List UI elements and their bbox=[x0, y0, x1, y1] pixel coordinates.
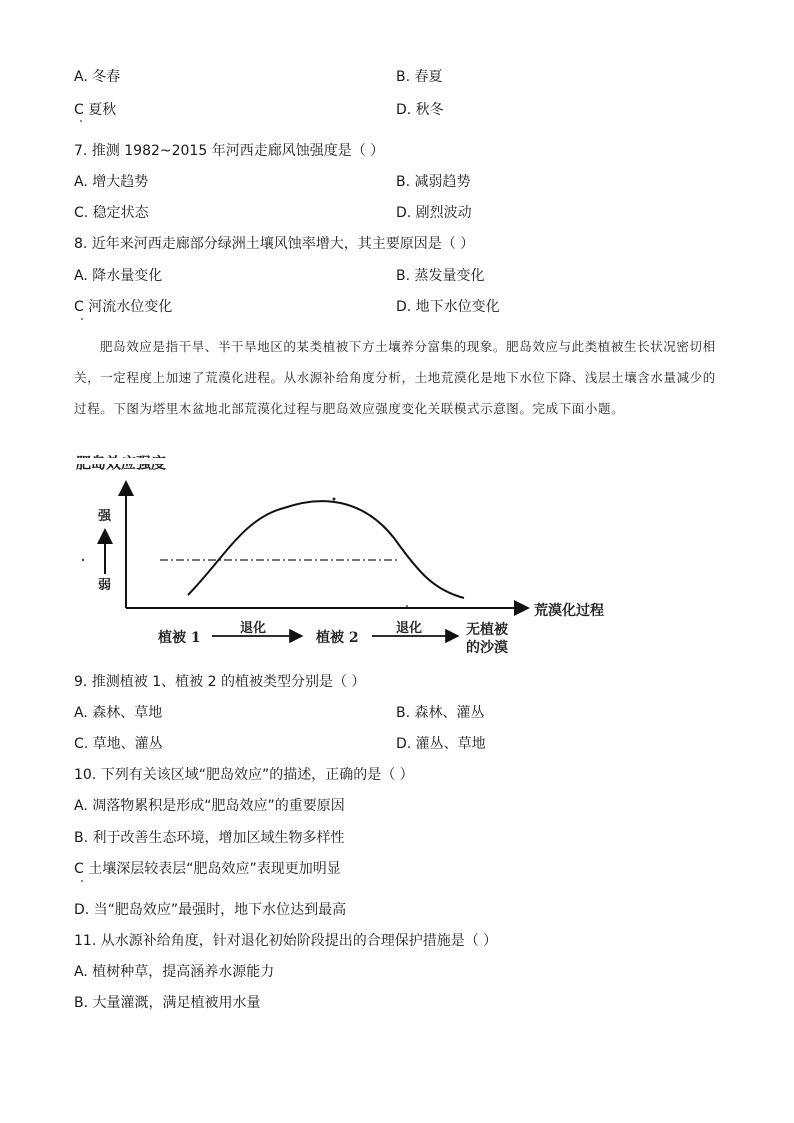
reading-passage: 肥岛效应是指干旱、半干旱地区的某类植被下方土壤养分富集的现象。肥岛效应与此类植被生长状况密切相关，一定程度上加速了荒漠化进程。从水源补给角度分析，土地荒漠化是地下水位下降、浅层土壤含水量减少的过程。下图为塔里木盆地北部荒漠化过程与肥岛效应强度变化关联模式示意图。完成下面小题。 bbox=[74, 339, 716, 416]
q9-option-a: A. 森林、草地 bbox=[74, 705, 163, 721]
weak-label: 弱 bbox=[98, 578, 112, 593]
q9-option-d: D. 灌丛、草地 bbox=[396, 736, 486, 752]
q6-option-a: A. 冬春 bbox=[74, 69, 121, 85]
x-axis-title: 荒漠化过程 bbox=[534, 603, 604, 619]
scan-dot bbox=[82, 559, 84, 561]
scan-dot bbox=[333, 498, 336, 501]
q7-option-b: B. 减弱趋势 bbox=[396, 174, 471, 190]
q7-option-d: D. 剧烈波动 bbox=[396, 205, 472, 221]
strong-label: 强 bbox=[98, 509, 112, 524]
q7-option-c: C. 稳定状态 bbox=[74, 205, 149, 221]
q7-stem: 7. 推测 1982~2015 年河西走廊风蚀强度是（ ） bbox=[74, 143, 385, 159]
q11-option-b: B. 大量灌溉，满足植被用水量 bbox=[74, 995, 261, 1011]
scan-dot bbox=[406, 605, 408, 607]
q8-option-d: D. 地下水位变化 bbox=[396, 299, 500, 315]
scan-dot bbox=[81, 318, 83, 320]
q8-option-a: A. 降水量变化 bbox=[74, 268, 163, 284]
q6-option-b: B. 春夏 bbox=[396, 69, 443, 85]
q11-option-a: A. 植树种草，提高涵养水源能力 bbox=[74, 964, 275, 980]
q10-option-d: D. 当“肥岛效应”最强时，地下水位达到最高 bbox=[74, 902, 347, 918]
stage-vegetation-2: 植被 2 bbox=[316, 630, 359, 646]
q7-option-a: A. 增大趋势 bbox=[74, 174, 149, 190]
q8-option-b: B. 蒸发量变化 bbox=[396, 268, 485, 284]
q10-stem: 10. 下列有关该区域“肥岛效应”的描述，正确的是（ ） bbox=[74, 767, 414, 783]
intensity-curve bbox=[188, 501, 464, 598]
q9-option-b: B. 森林、灌丛 bbox=[396, 705, 485, 721]
arrow2-label: 退化 bbox=[396, 621, 423, 636]
q9-option-c: C. 草地、灌丛 bbox=[74, 736, 163, 752]
stage-vegetation-1: 植被 1 bbox=[158, 630, 201, 646]
q6-option-d: D. 秋冬 bbox=[396, 102, 444, 118]
arrow1-label: 退化 bbox=[240, 621, 267, 636]
q10-option-b: B. 利于改善生态环境，增加区域生物多样性 bbox=[74, 830, 345, 846]
scan-dot bbox=[80, 120, 82, 122]
fertile-island-diagram bbox=[74, 458, 604, 658]
stage-desert-line1: 无植被 bbox=[466, 622, 508, 638]
stage-desert-line2: 的沙漠 bbox=[466, 640, 508, 656]
q10-option-a: A. 凋落物累积是形成“肥岛效应”的重要原因 bbox=[74, 798, 345, 814]
q8-stem: 8. 近年来河西走廊部分绿洲土壤风蚀率增大，其主要原因是（ ） bbox=[74, 236, 475, 252]
q6-option-c: C 夏秋 bbox=[74, 102, 117, 118]
q11-stem: 11. 从水源补给角度，针对退化初始阶段提出的合理保护措施是（ ） bbox=[74, 933, 498, 949]
q8-option-c: C 河流水位变化 bbox=[74, 299, 173, 315]
crop-mask bbox=[74, 458, 234, 464]
scan-dot bbox=[81, 880, 83, 882]
q9-stem: 9. 推测植被 1、植被 2 的植被类型分别是（ ） bbox=[74, 674, 366, 690]
q10-option-c: C 土壤深层较表层“肥岛效应”表现更加明显 bbox=[74, 861, 341, 877]
